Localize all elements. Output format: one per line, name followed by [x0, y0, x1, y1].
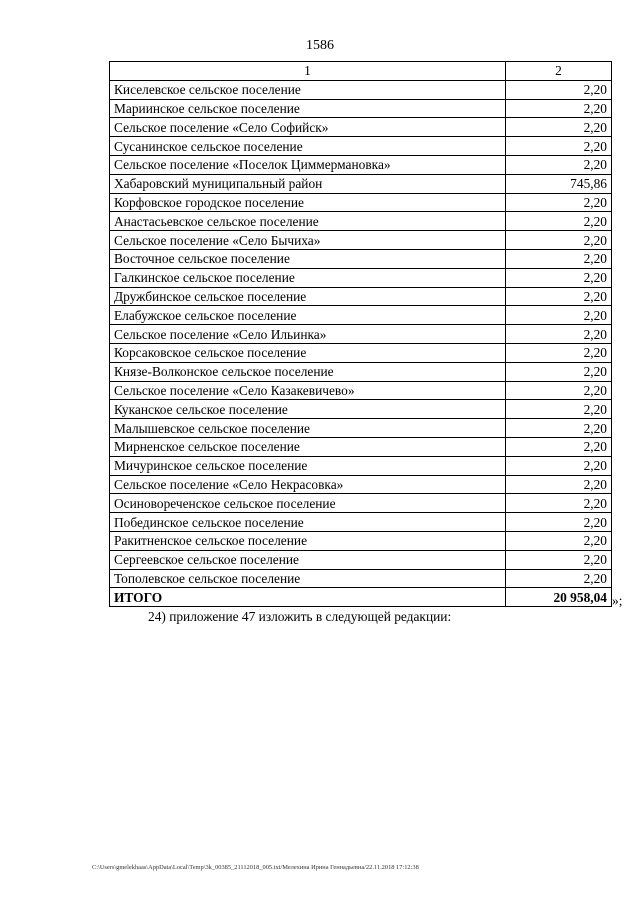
- table-row: [110, 231, 612, 250]
- row-name-cell: Сельское поселение «Село Ильинка»: [110, 325, 506, 344]
- table-row: [110, 475, 612, 494]
- row-value-cell: 2,20: [506, 456, 612, 475]
- row-name-cell: Сусанинское сельское поселение: [110, 137, 506, 156]
- table-row: [110, 531, 612, 550]
- document-footer-path: C:\Users\gmelekhaas\AppData\Local\Temp\3k_00385_21112018_005.txt/Мелехина Ирина Геннадьевна/22.11.2018 17:12:38: [92, 864, 419, 871]
- row-value-cell: 2,20: [506, 306, 612, 325]
- table-row: [110, 287, 612, 306]
- row-name-cell: Мариинское сельское поселение: [110, 99, 506, 118]
- row-value-cell: 2,20: [506, 400, 612, 419]
- row-value-cell: 2,20: [506, 212, 612, 231]
- table-row: [110, 306, 612, 325]
- closing-quote-mark: »;: [612, 593, 623, 608]
- row-value-cell: 2,20: [506, 381, 612, 400]
- row-name-cell: Корсаковское сельское поселение: [110, 343, 506, 362]
- row-value-cell: 2,20: [506, 249, 612, 268]
- row-name-cell: Малышевское сельское поселение: [110, 419, 506, 438]
- table-row: [110, 343, 612, 362]
- table-row: [110, 419, 612, 438]
- row-value-cell: 2,20: [506, 513, 612, 532]
- table-row: [110, 193, 612, 212]
- row-name-cell: Осиновореченское сельское поселение: [110, 494, 506, 513]
- table-row: [110, 249, 612, 268]
- row-value-cell: 2,20: [506, 550, 612, 569]
- row-value-cell: 2,20: [506, 99, 612, 118]
- table-row: [110, 569, 612, 588]
- table-row: [110, 456, 612, 475]
- table-row: [110, 400, 612, 419]
- row-name-cell: Хабаровский муниципальный район: [110, 174, 506, 193]
- row-value-cell: 2,20: [506, 362, 612, 381]
- table-row: [110, 494, 612, 513]
- row-value-cell: 2,20: [506, 531, 612, 550]
- table-row: [110, 118, 612, 137]
- table-row: [110, 550, 612, 569]
- total-label: ИТОГО: [110, 588, 506, 607]
- row-value-cell: 2,20: [506, 494, 612, 513]
- row-value-cell: 2,20: [506, 137, 612, 156]
- row-name-cell: Мичуринское сельское поселение: [110, 456, 506, 475]
- row-value-cell: 2,20: [506, 343, 612, 362]
- row-name-cell: Тополевское сельское поселение: [110, 569, 506, 588]
- table-row: [110, 381, 612, 400]
- row-value-cell: 2,20: [506, 80, 612, 99]
- row-name-cell: Елабужское сельское поселение: [110, 306, 506, 325]
- row-name-cell: Сельское поселение «Село Некрасовка»: [110, 475, 506, 494]
- total-row: [110, 588, 612, 607]
- row-name-cell: Сельское поселение «Село Бычиха»: [110, 231, 506, 250]
- row-name-cell: Дружбинское сельское поселение: [110, 287, 506, 306]
- table-body: [110, 80, 612, 606]
- row-value-cell: 2,20: [506, 437, 612, 456]
- page-number: 1586: [306, 38, 334, 53]
- column-header-2: 2: [506, 62, 612, 81]
- table-row: [110, 268, 612, 287]
- row-name-cell: Ракитненское сельское поселение: [110, 531, 506, 550]
- row-name-cell: Галкинское сельское поселение: [110, 268, 506, 287]
- table-row: [110, 155, 612, 174]
- table-row: [110, 513, 612, 532]
- row-name-cell: Киселевское сельское поселение: [110, 80, 506, 99]
- row-name-cell: Князе-Волконское сельское поселение: [110, 362, 506, 381]
- row-name-cell: Анастасьевское сельское поселение: [110, 212, 506, 231]
- row-name-cell: Мирненское сельское поселение: [110, 437, 506, 456]
- table-header-row: [110, 62, 612, 81]
- table-row: [110, 325, 612, 344]
- row-value-cell: 2,20: [506, 268, 612, 287]
- row-name-cell: Куканское сельское поселение: [110, 400, 506, 419]
- row-value-cell: 2,20: [506, 287, 612, 306]
- row-value-cell: 2,20: [506, 569, 612, 588]
- table-row: [110, 437, 612, 456]
- row-name-cell: Корфовское городское поселение: [110, 193, 506, 212]
- row-value-cell: 2,20: [506, 118, 612, 137]
- row-value-cell: 2,20: [506, 155, 612, 174]
- row-name-cell: Сельское поселение «Поселок Циммермановка»: [110, 155, 506, 174]
- row-name-cell: Сельское поселение «Село Софийск»: [110, 118, 506, 137]
- table-row: [110, 137, 612, 156]
- row-value-cell: 745,86: [506, 174, 612, 193]
- table-row: [110, 80, 612, 99]
- table-row: [110, 212, 612, 231]
- row-value-cell: 2,20: [506, 419, 612, 438]
- total-value: 20 958,04: [506, 588, 612, 607]
- allocation-table: [109, 61, 612, 607]
- amendment-paragraph: 24) приложение 47 изложить в следующей редакции:: [148, 609, 452, 624]
- column-header-1: 1: [110, 62, 506, 81]
- table-row: [110, 174, 612, 193]
- row-value-cell: 2,20: [506, 231, 612, 250]
- row-name-cell: Сельское поселение «Село Казакевичево»: [110, 381, 506, 400]
- row-name-cell: Побединское сельское поселение: [110, 513, 506, 532]
- table-row: [110, 362, 612, 381]
- row-value-cell: 2,20: [506, 325, 612, 344]
- row-name-cell: Восточное сельское поселение: [110, 249, 506, 268]
- row-value-cell: 2,20: [506, 475, 612, 494]
- table-row: [110, 99, 612, 118]
- row-name-cell: Сергеевское сельское поселение: [110, 550, 506, 569]
- row-value-cell: 2,20: [506, 193, 612, 212]
